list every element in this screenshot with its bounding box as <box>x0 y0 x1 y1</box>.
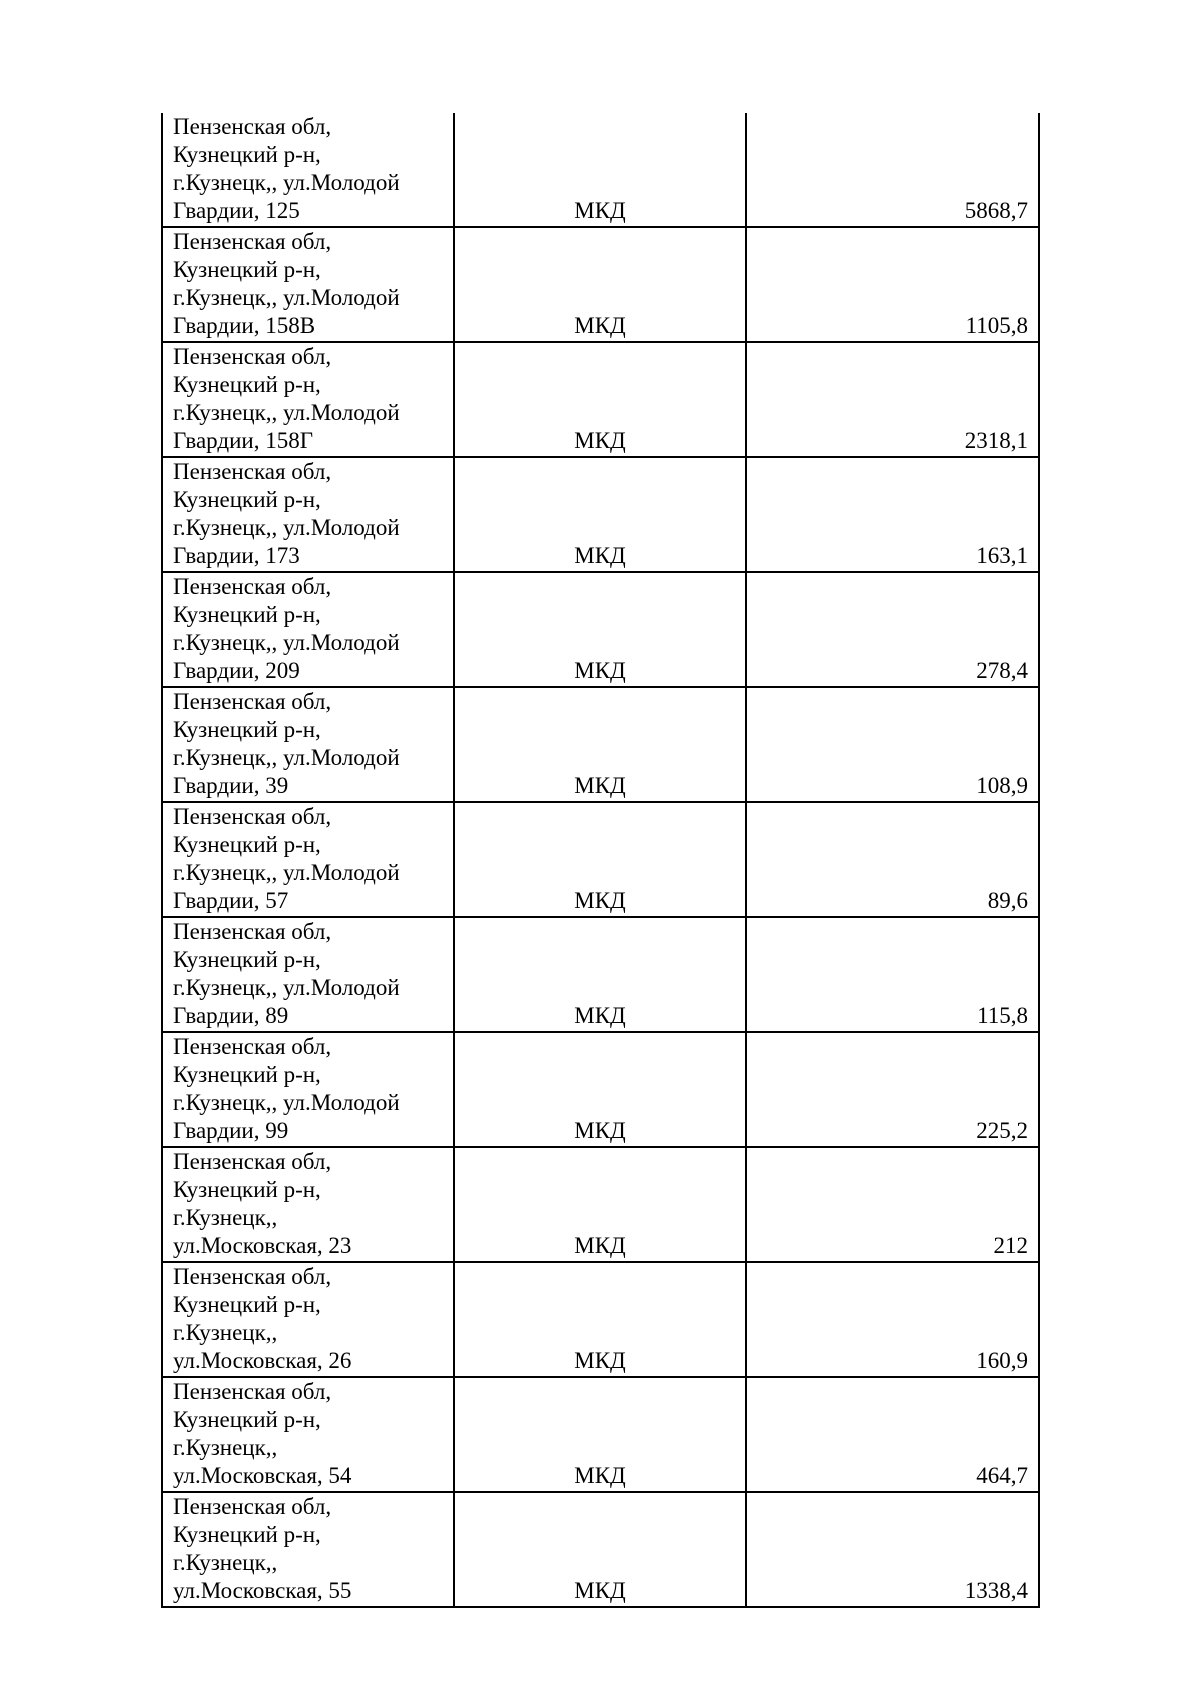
address-line: Гвардии, 89 <box>173 1003 289 1028</box>
address-line: Гвардии, 125 <box>173 198 300 223</box>
address-line: ул.Московская, 23 <box>173 1233 352 1258</box>
address-line: Пензенская обл, <box>173 1264 332 1289</box>
address-line: Пензенская обл, <box>173 919 332 944</box>
address-line: ул.Московская, 54 <box>173 1463 352 1488</box>
address-cell <box>162 802 454 917</box>
table-row <box>162 342 1039 457</box>
table-row <box>162 802 1039 917</box>
address-line: Пензенская обл, <box>173 114 332 139</box>
area-value-cell: 108,9 <box>746 687 1039 802</box>
address-line: Гвардии, 173 <box>173 543 300 568</box>
table-row <box>162 1492 1039 1607</box>
address-cell <box>162 457 454 572</box>
address-cell <box>162 687 454 802</box>
table-row <box>162 917 1039 1032</box>
address-line: Пензенская обл, <box>173 229 332 254</box>
address-line: Гвардии, 57 <box>173 888 289 913</box>
address-line: Пензенская обл, <box>173 689 332 714</box>
address-line: Кузнецкий р-н, <box>173 1177 321 1202</box>
address-line: Пензенская обл, <box>173 804 332 829</box>
address-line: Гвардии, 39 <box>173 773 289 798</box>
address-line: г.Кузнецк,, ул.Молодой <box>173 170 400 195</box>
address-cell <box>162 1492 454 1607</box>
address-line: Гвардии, 158В <box>173 313 316 338</box>
table-row <box>162 1262 1039 1377</box>
address-line: ул.Московская, 26 <box>173 1348 352 1373</box>
address-line: г.Кузнецк,, ул.Молодой <box>173 630 400 655</box>
address-line: Пензенская обл, <box>173 344 332 369</box>
address-line: Пензенская обл, <box>173 1034 332 1059</box>
address-line: г.Кузнецк,, ул.Молодой <box>173 860 400 885</box>
area-value-cell: 163,1 <box>746 457 1039 572</box>
area-value-cell: 225,2 <box>746 1032 1039 1147</box>
address-line: г.Кузнецк,, ул.Молодой <box>173 1090 400 1115</box>
address-line: Пензенская обл, <box>173 1494 332 1519</box>
building-type-cell: МКД <box>454 113 746 227</box>
address-line: г.Кузнецк,, ул.Молодой <box>173 515 400 540</box>
address-line: Пензенская обл, <box>173 574 332 599</box>
address-cell <box>162 342 454 457</box>
address-line: Кузнецкий р-н, <box>173 142 321 167</box>
address-line: Кузнецкий р-н, <box>173 832 321 857</box>
address-line: г.Кузнецк,, <box>173 1320 278 1345</box>
address-line: Гвардии, 99 <box>173 1118 289 1143</box>
area-value-cell: 1105,8 <box>746 227 1039 342</box>
address-line: Пензенская обл, <box>173 1149 332 1174</box>
table-row <box>162 572 1039 687</box>
table-row <box>162 227 1039 342</box>
address-cell <box>162 227 454 342</box>
table-row <box>162 113 1039 227</box>
table-row <box>162 1032 1039 1147</box>
address-line: г.Кузнецк,, <box>173 1205 278 1230</box>
property-table-body <box>162 113 1039 1607</box>
address-line: Кузнецкий р-н, <box>173 1062 321 1087</box>
area-value-cell: 212 <box>746 1147 1039 1262</box>
address-line: Кузнецкий р-н, <box>173 487 321 512</box>
building-type-cell: МКД <box>454 227 746 342</box>
area-value-cell: 278,4 <box>746 572 1039 687</box>
address-line: г.Кузнецк,, ул.Молодой <box>173 745 400 770</box>
building-type-cell: МКД <box>454 1377 746 1492</box>
address-line: Кузнецкий р-н, <box>173 717 321 742</box>
property-table <box>161 113 1040 1608</box>
area-value-cell: 2318,1 <box>746 342 1039 457</box>
address-cell <box>162 1147 454 1262</box>
address-line: ул.Московская, 55 <box>173 1578 352 1603</box>
address-line: Кузнецкий р-н, <box>173 257 321 282</box>
address-cell <box>162 1262 454 1377</box>
building-type-cell: МКД <box>454 572 746 687</box>
address-line: Пензенская обл, <box>173 459 332 484</box>
building-type-cell: МКД <box>454 1262 746 1377</box>
address-line: г.Кузнецк,, ул.Молодой <box>173 400 400 425</box>
building-type-cell: МКД <box>454 687 746 802</box>
area-value-cell: 1338,4 <box>746 1492 1039 1607</box>
building-type-cell: МКД <box>454 342 746 457</box>
address-cell <box>162 917 454 1032</box>
area-value-cell: 5868,7 <box>746 113 1039 227</box>
address-line: Кузнецкий р-н, <box>173 947 321 972</box>
building-type-cell: МКД <box>454 917 746 1032</box>
area-value-cell: 160,9 <box>746 1262 1039 1377</box>
address-line: Кузнецкий р-н, <box>173 372 321 397</box>
address-line: Кузнецкий р-н, <box>173 602 321 627</box>
table-row <box>162 1147 1039 1262</box>
building-type-cell: МКД <box>454 1492 746 1607</box>
building-type-cell: МКД <box>454 1032 746 1147</box>
address-line: г.Кузнецк,, ул.Молодой <box>173 975 400 1000</box>
area-value-cell: 89,6 <box>746 802 1039 917</box>
table-row <box>162 1377 1039 1492</box>
address-line: Кузнецкий р-н, <box>173 1522 321 1547</box>
address-line: Гвардии, 158Г <box>173 428 313 453</box>
building-type-cell: МКД <box>454 1147 746 1262</box>
address-line: Кузнецкий р-н, <box>173 1292 321 1317</box>
building-type-cell: МКД <box>454 802 746 917</box>
address-cell <box>162 113 454 227</box>
address-cell <box>162 1032 454 1147</box>
address-cell <box>162 1377 454 1492</box>
building-type-cell: МКД <box>454 457 746 572</box>
address-cell <box>162 572 454 687</box>
address-line: г.Кузнецк,, <box>173 1435 278 1460</box>
table-row <box>162 687 1039 802</box>
address-line: Пензенская обл, <box>173 1379 332 1404</box>
area-value-cell: 464,7 <box>746 1377 1039 1492</box>
address-line: г.Кузнецк,, ул.Молодой <box>173 285 400 310</box>
address-line: Кузнецкий р-н, <box>173 1407 321 1432</box>
table-row <box>162 457 1039 572</box>
address-line: Гвардии, 209 <box>173 658 300 683</box>
address-line: г.Кузнецк,, <box>173 1550 278 1575</box>
area-value-cell: 115,8 <box>746 917 1039 1032</box>
